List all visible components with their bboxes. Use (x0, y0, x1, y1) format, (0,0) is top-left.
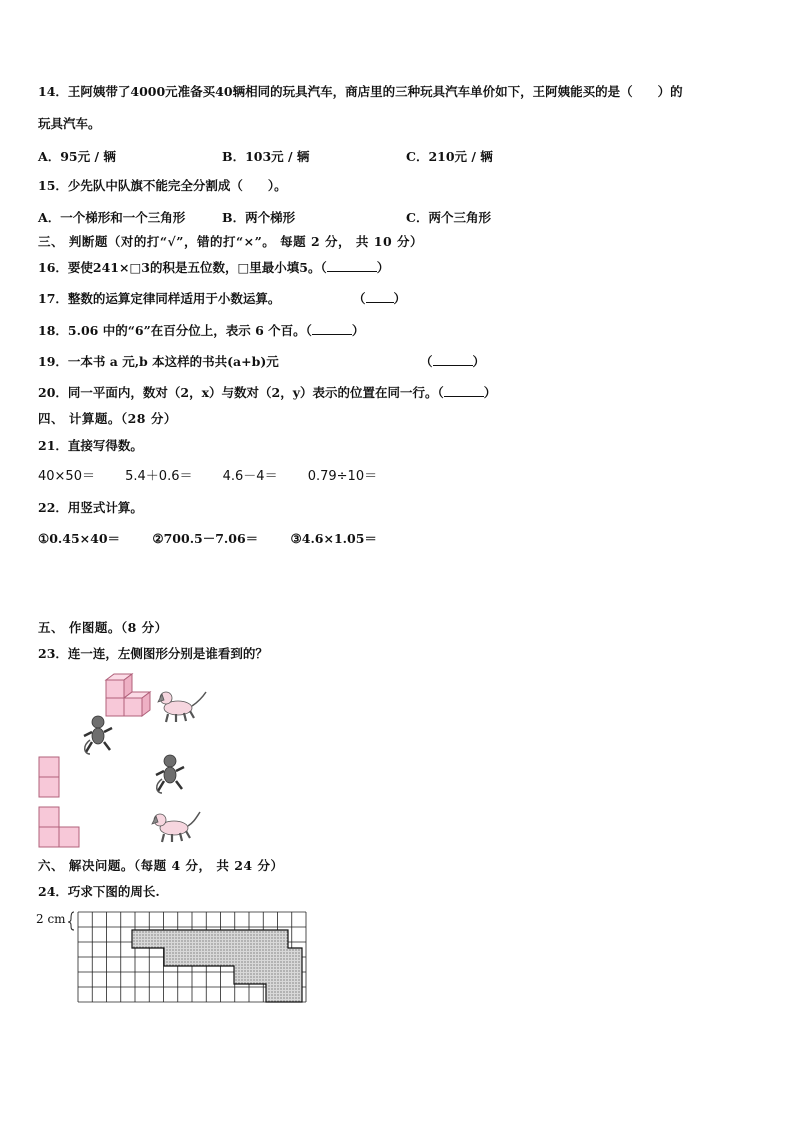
q15-option-c[interactable]: C．两个三角形 (406, 210, 491, 225)
section-6-heading: 六、 解决问题。（每题 4 分， 共 24 分） (38, 858, 284, 873)
q22-item-2: ②700.5－7.06＝ (152, 531, 259, 546)
q16-close: ） (376, 260, 390, 275)
q14-line1: 14．王阿姨带了4000元准备买40辆相同的玩具汽车，商店里的三种玩具汽车单价如下，王阿姨能买的是（ ）的 (38, 84, 683, 99)
q23-cube-figure (80, 676, 220, 756)
section-5-heading: 五、 作图题。（8 分） (38, 620, 168, 635)
q24-scale-label: 2 cm (36, 912, 66, 926)
q15-stem: 15．少先队中队旗不能完全分割成（ ）。 (38, 178, 287, 193)
q14-option-a[interactable]: A．95元 / 辆 (38, 149, 116, 164)
q17-answer (353, 291, 406, 307)
q17-close: ） (393, 291, 407, 306)
q17-open: （ (353, 291, 366, 306)
q17-answer-blank[interactable] (366, 291, 394, 303)
q18-text: 18．5.06 中的“6”在百分位上，表示 6 个百。（ (38, 323, 312, 338)
q14-line2: 玩具汽车。 (38, 116, 101, 131)
q19-text: 19．一本书 a 元,b 本这样的书共(a+b)元 (38, 354, 279, 369)
cube-stack (106, 674, 150, 716)
q22-item-1: ①0.45×40＝ (38, 531, 121, 546)
q16-statement (38, 260, 389, 276)
q17-text: 17．整数的运算定律同样适用于小数运算。 (38, 291, 281, 306)
q24-stem: 24．巧求下图的周长. (38, 884, 160, 899)
monkey-icon (156, 755, 184, 793)
section-4-heading: 四、 计算题。（28 分） (38, 411, 177, 426)
q23-view-l-shape[interactable] (38, 806, 84, 848)
q22-stem: 22．用竖式计算。 (38, 500, 143, 515)
monkey-icon (84, 716, 112, 754)
q21-item-4: 0.79÷10＝ (307, 469, 378, 484)
q20-statement (38, 385, 496, 401)
q21-item-3: 4.6－4＝ (222, 469, 278, 484)
dog-icon (152, 812, 200, 842)
dog-icon (158, 692, 206, 722)
q21-item-1: 40×50＝ (38, 469, 95, 484)
q22-items (38, 531, 377, 547)
q15-option-b[interactable]: B．两个梯形 (222, 210, 296, 225)
q20-text: 20．同一平面内，数对（2，x）与数对（2，y）表示的位置在同一行。（ (38, 385, 444, 400)
q15-option-a[interactable]: A．一个梯形和一个三角形 (38, 210, 186, 225)
q23-stem: 23．连一连，左侧图形分别是谁看到的？ (38, 646, 268, 661)
q17-statement (38, 291, 407, 307)
q16-text: 16．要使241×□3的积是五位数，□里最小填5。（ (38, 260, 327, 275)
q20-close: ） (483, 385, 497, 400)
q21-item-2: 5.4＋0.6＝ (125, 469, 193, 484)
q24-grid-figure (70, 910, 310, 1010)
q16-answer-blank[interactable] (327, 260, 377, 272)
q18-answer-blank[interactable] (312, 323, 352, 335)
scale-brace (68, 912, 74, 930)
q22-item-3: ③4.6×1.05＝ (290, 531, 377, 546)
q18-statement (38, 323, 364, 339)
q23-dog-option[interactable] (150, 808, 202, 850)
section-3-heading: 三、 判断题（对的打“√”，错的打“×”。 每题 2 分， 共 10 分） (38, 234, 424, 249)
q20-answer-blank[interactable] (444, 385, 484, 397)
q19-open: （ (420, 354, 433, 369)
q19-statement (38, 354, 486, 370)
q18-close: ） (351, 323, 365, 338)
q14-option-b[interactable]: B．103元 / 辆 (222, 149, 310, 164)
q21-items (38, 469, 403, 485)
q23-monkey-option[interactable] (150, 753, 190, 793)
shaded-region (132, 930, 302, 1002)
q23-view-vertical[interactable] (38, 756, 62, 798)
q19-answer (420, 354, 485, 370)
q21-stem: 21．直接写得数。 (38, 438, 143, 453)
q19-close: ） (472, 354, 486, 369)
q19-answer-blank[interactable] (433, 354, 473, 366)
q14-option-c[interactable]: C．210元 / 辆 (406, 149, 493, 164)
